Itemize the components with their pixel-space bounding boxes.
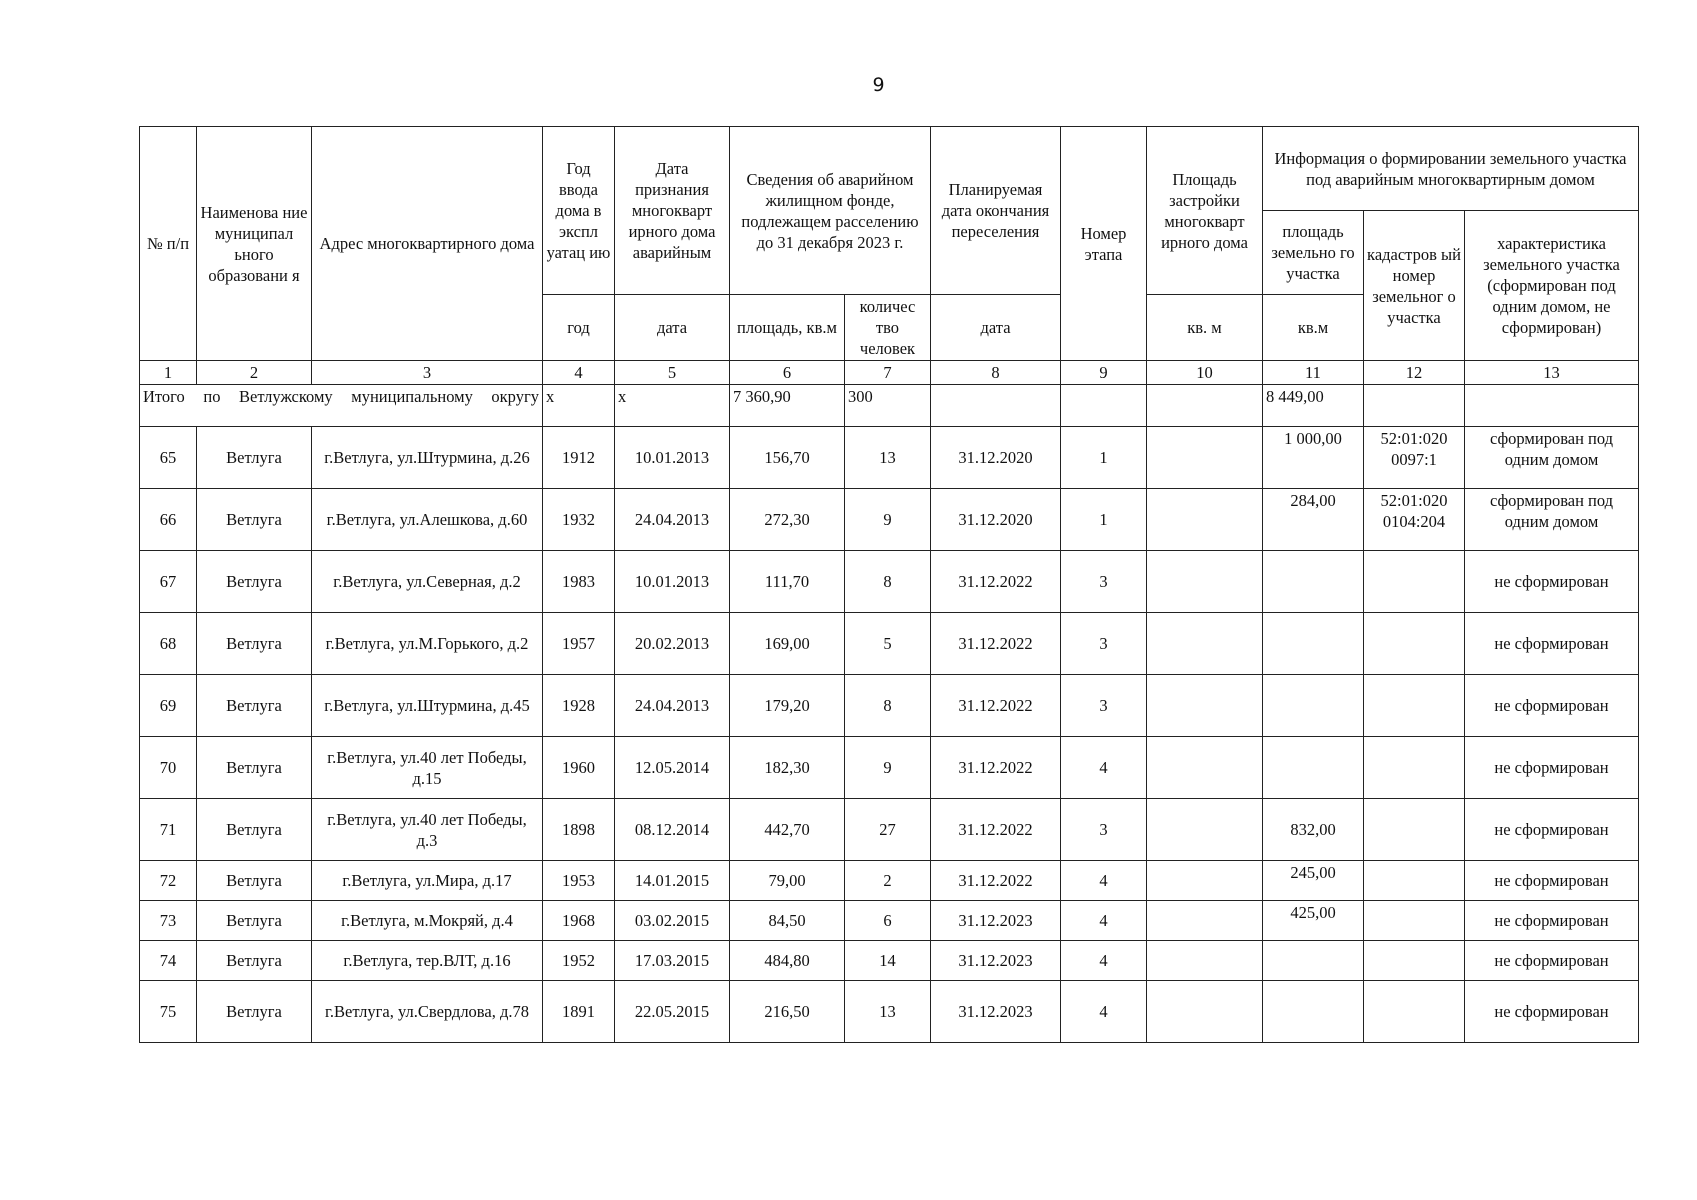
unit-people: количес тво человек bbox=[845, 295, 931, 361]
column-number: 9 bbox=[1061, 361, 1147, 385]
total-char bbox=[1465, 385, 1639, 427]
cell-building-area bbox=[1147, 941, 1263, 981]
total-people: 300 bbox=[845, 385, 931, 427]
cell-stage: 4 bbox=[1061, 941, 1147, 981]
cell-municipality: Ветлуга bbox=[197, 427, 312, 489]
cell-people-count: 27 bbox=[845, 799, 931, 861]
cell-land-characteristic: не сформирован bbox=[1465, 675, 1639, 737]
unit-plan-date: дата bbox=[931, 295, 1061, 361]
column-number: 10 bbox=[1147, 361, 1263, 385]
cell-people-count: 13 bbox=[845, 427, 931, 489]
column-number: 5 bbox=[615, 361, 730, 385]
cell-emergency-date: 12.05.2014 bbox=[615, 737, 730, 799]
cell-building-area bbox=[1147, 737, 1263, 799]
cell-stage: 4 bbox=[1061, 861, 1147, 901]
cell-land-characteristic: не сформирован bbox=[1465, 941, 1639, 981]
cell-row-number: 73 bbox=[140, 901, 197, 941]
cell-planned-date: 31.12.2022 bbox=[931, 861, 1061, 901]
cell-planned-date: 31.12.2020 bbox=[931, 427, 1061, 489]
cell-land-characteristic: не сформирован bbox=[1465, 551, 1639, 613]
total-plan bbox=[931, 385, 1061, 427]
total-build bbox=[1147, 385, 1263, 427]
cell-planned-date: 31.12.2023 bbox=[931, 901, 1061, 941]
cell-address: г.Ветлуга, ул.Свердлова, д.78 bbox=[312, 981, 543, 1043]
cell-people-count: 13 bbox=[845, 981, 931, 1043]
header-stage: Номер этапа bbox=[1061, 127, 1147, 361]
cell-cadastral-number bbox=[1364, 981, 1465, 1043]
cell-building-area bbox=[1147, 675, 1263, 737]
unit-building-area: кв. м bbox=[1147, 295, 1263, 361]
header-building-area: Площадь застройки многокварт ирного дома bbox=[1147, 127, 1263, 295]
cell-year-built: 1960 bbox=[543, 737, 615, 799]
cell-land-area bbox=[1263, 737, 1364, 799]
column-number: 13 bbox=[1465, 361, 1639, 385]
table-row bbox=[140, 799, 1639, 861]
cell-stage: 3 bbox=[1061, 675, 1147, 737]
column-number-row bbox=[140, 361, 1639, 385]
cell-address: г.Ветлуга, ул.Алешкова, д.60 bbox=[312, 489, 543, 551]
cell-building-area bbox=[1147, 489, 1263, 551]
cell-year-built: 1953 bbox=[543, 861, 615, 901]
header-land-info: Информация о формировании земельного участка под аварийным многоквартирным домом bbox=[1263, 127, 1639, 211]
cell-address: г.Ветлуга, ул.Штурмина, д.26 bbox=[312, 427, 543, 489]
total-land-area: 8 449,00 bbox=[1263, 385, 1364, 427]
cell-people-count: 5 bbox=[845, 613, 931, 675]
cell-area: 111,70 bbox=[730, 551, 845, 613]
unit-date: дата bbox=[615, 295, 730, 361]
header-municipality: Наименова ние муниципал ьного образовани я bbox=[197, 127, 312, 361]
cell-address: г.Ветлуга, ул.40 лет Победы, д.3 bbox=[312, 799, 543, 861]
unit-area: площадь, кв.м bbox=[730, 295, 845, 361]
cell-building-area bbox=[1147, 901, 1263, 941]
cell-people-count: 2 bbox=[845, 861, 931, 901]
cell-municipality: Ветлуга bbox=[197, 675, 312, 737]
unit-year: год bbox=[543, 295, 615, 361]
header-emergency-date: Дата признания многокварт ирного дома аварийным bbox=[615, 127, 730, 295]
cell-building-area bbox=[1147, 981, 1263, 1043]
cell-area: 156,70 bbox=[730, 427, 845, 489]
header-land-area: площадь земельно го участка bbox=[1263, 211, 1364, 295]
cell-year-built: 1957 bbox=[543, 613, 615, 675]
cell-address: г.Ветлуга, ул.Мира, д.17 bbox=[312, 861, 543, 901]
cell-emergency-date: 17.03.2015 bbox=[615, 941, 730, 981]
cell-people-count: 8 bbox=[845, 551, 931, 613]
cell-emergency-date: 08.12.2014 bbox=[615, 799, 730, 861]
cell-municipality: Ветлуга bbox=[197, 613, 312, 675]
cell-planned-date: 31.12.2022 bbox=[931, 737, 1061, 799]
column-number: 8 bbox=[931, 361, 1061, 385]
cell-stage: 1 bbox=[1061, 489, 1147, 551]
cell-cadastral-number: 52:01:020 0097:1 bbox=[1364, 427, 1465, 489]
total-stage bbox=[1061, 385, 1147, 427]
header-row-number: № п/п bbox=[140, 127, 197, 361]
total-year: х bbox=[543, 385, 615, 427]
cell-people-count: 8 bbox=[845, 675, 931, 737]
cell-cadastral-number bbox=[1364, 675, 1465, 737]
cell-land-characteristic: не сформирован bbox=[1465, 613, 1639, 675]
cell-land-characteristic: сформирован под одним домом bbox=[1465, 427, 1639, 489]
cell-row-number: 74 bbox=[140, 941, 197, 981]
cell-municipality: Ветлуга bbox=[197, 861, 312, 901]
cell-planned-date: 31.12.2023 bbox=[931, 981, 1061, 1043]
cell-people-count: 9 bbox=[845, 489, 931, 551]
cell-address: г.Ветлуга, ул.Северная, д.2 bbox=[312, 551, 543, 613]
column-number: 6 bbox=[730, 361, 845, 385]
table-row bbox=[140, 861, 1639, 901]
cell-municipality: Ветлуга bbox=[197, 901, 312, 941]
cell-area: 484,80 bbox=[730, 941, 845, 981]
cell-land-area bbox=[1263, 941, 1364, 981]
cell-emergency-date: 03.02.2015 bbox=[615, 901, 730, 941]
total-label: Итого по Ветлужскому муниципальному округу bbox=[140, 385, 543, 427]
table-row bbox=[140, 489, 1639, 551]
cell-land-area bbox=[1263, 981, 1364, 1043]
cell-row-number: 66 bbox=[140, 489, 197, 551]
cell-cadastral-number: 52:01:020 0104:204 bbox=[1364, 489, 1465, 551]
cell-building-area bbox=[1147, 613, 1263, 675]
cell-land-area: 284,00 bbox=[1263, 489, 1364, 551]
cell-land-characteristic: не сформирован bbox=[1465, 799, 1639, 861]
cell-cadastral-number bbox=[1364, 737, 1465, 799]
cell-area: 182,30 bbox=[730, 737, 845, 799]
cell-stage: 3 bbox=[1061, 551, 1147, 613]
cell-land-area: 1 000,00 bbox=[1263, 427, 1364, 489]
cell-address: г.Ветлуга, ул.М.Горького, д.2 bbox=[312, 613, 543, 675]
column-number: 7 bbox=[845, 361, 931, 385]
cell-planned-date: 31.12.2023 bbox=[931, 941, 1061, 981]
cell-municipality: Ветлуга bbox=[197, 799, 312, 861]
cell-area: 84,50 bbox=[730, 901, 845, 941]
table-row bbox=[140, 675, 1639, 737]
header-emergency-fund: Сведения об аварийном жилищном фонде, подлежащем расселению до 31 декабря 2023 г. bbox=[730, 127, 931, 295]
table-row bbox=[140, 901, 1639, 941]
cell-land-characteristic: не сформирован bbox=[1465, 861, 1639, 901]
cell-people-count: 6 bbox=[845, 901, 931, 941]
cell-emergency-date: 14.01.2015 bbox=[615, 861, 730, 901]
cell-address: г.Ветлуга, м.Мокряй, д.4 bbox=[312, 901, 543, 941]
cell-year-built: 1912 bbox=[543, 427, 615, 489]
table-row bbox=[140, 613, 1639, 675]
cell-area: 179,20 bbox=[730, 675, 845, 737]
header-cadastral-number: кадастров ый номер земельног о участка bbox=[1364, 211, 1465, 361]
cell-land-characteristic: не сформирован bbox=[1465, 901, 1639, 941]
cell-municipality: Ветлуга bbox=[197, 551, 312, 613]
cell-building-area bbox=[1147, 799, 1263, 861]
cell-row-number: 67 bbox=[140, 551, 197, 613]
cell-cadastral-number bbox=[1364, 901, 1465, 941]
cell-year-built: 1968 bbox=[543, 901, 615, 941]
cell-land-area: 425,00 bbox=[1263, 901, 1364, 941]
unit-land-area: кв.м bbox=[1263, 295, 1364, 361]
column-number: 3 bbox=[312, 361, 543, 385]
cell-cadastral-number bbox=[1364, 613, 1465, 675]
cell-row-number: 65 bbox=[140, 427, 197, 489]
header-address: Адрес многоквартирного дома bbox=[312, 127, 543, 361]
cell-building-area bbox=[1147, 861, 1263, 901]
header-year-built: Год ввода дома в экспл уатац ию bbox=[543, 127, 615, 295]
cell-row-number: 75 bbox=[140, 981, 197, 1043]
cell-planned-date: 31.12.2022 bbox=[931, 613, 1061, 675]
cell-land-area bbox=[1263, 675, 1364, 737]
cell-address: г.Ветлуга, ул.40 лет Победы, д.15 bbox=[312, 737, 543, 799]
cell-emergency-date: 24.04.2013 bbox=[615, 675, 730, 737]
cell-stage: 3 bbox=[1061, 613, 1147, 675]
cell-year-built: 1952 bbox=[543, 941, 615, 981]
table-row bbox=[140, 427, 1639, 489]
cell-land-characteristic: сформирован под одним домом bbox=[1465, 489, 1639, 551]
total-row bbox=[140, 385, 1639, 427]
cell-emergency-date: 20.02.2013 bbox=[615, 613, 730, 675]
cell-municipality: Ветлуга bbox=[197, 981, 312, 1043]
cell-planned-date: 31.12.2022 bbox=[931, 675, 1061, 737]
cell-cadastral-number bbox=[1364, 861, 1465, 901]
column-number: 11 bbox=[1263, 361, 1364, 385]
cell-municipality: Ветлуга bbox=[197, 489, 312, 551]
cell-address: г.Ветлуга, ул.Штурмина, д.45 bbox=[312, 675, 543, 737]
cell-area: 442,70 bbox=[730, 799, 845, 861]
cell-area: 79,00 bbox=[730, 861, 845, 901]
column-number: 12 bbox=[1364, 361, 1465, 385]
cell-people-count: 14 bbox=[845, 941, 931, 981]
cell-land-area bbox=[1263, 551, 1364, 613]
column-number: 4 bbox=[543, 361, 615, 385]
cell-year-built: 1932 bbox=[543, 489, 615, 551]
cell-municipality: Ветлуга bbox=[197, 941, 312, 981]
cell-land-characteristic: не сформирован bbox=[1465, 737, 1639, 799]
cell-year-built: 1928 bbox=[543, 675, 615, 737]
table-row bbox=[140, 551, 1639, 613]
cell-cadastral-number bbox=[1364, 941, 1465, 981]
cell-emergency-date: 22.05.2015 bbox=[615, 981, 730, 1043]
header-land-characteristic: характеристика земельного участка (сформирован под одним домом, не сформирован) bbox=[1465, 211, 1639, 361]
cell-cadastral-number bbox=[1364, 551, 1465, 613]
cell-area: 216,50 bbox=[730, 981, 845, 1043]
total-area: 7 360,90 bbox=[730, 385, 845, 427]
cell-planned-date: 31.12.2020 bbox=[931, 489, 1061, 551]
cell-land-area bbox=[1263, 613, 1364, 675]
cell-address: г.Ветлуга, тер.ВЛТ, д.16 bbox=[312, 941, 543, 981]
cell-building-area bbox=[1147, 427, 1263, 489]
cell-land-area: 245,00 bbox=[1263, 861, 1364, 901]
table-row bbox=[140, 941, 1639, 981]
cell-row-number: 68 bbox=[140, 613, 197, 675]
total-date: х bbox=[615, 385, 730, 427]
column-number: 2 bbox=[197, 361, 312, 385]
cell-stage: 4 bbox=[1061, 901, 1147, 941]
column-number: 1 bbox=[140, 361, 197, 385]
cell-emergency-date: 10.01.2013 bbox=[615, 427, 730, 489]
cell-year-built: 1983 bbox=[543, 551, 615, 613]
cell-year-built: 1891 bbox=[543, 981, 615, 1043]
cell-year-built: 1898 bbox=[543, 799, 615, 861]
cell-stage: 4 bbox=[1061, 737, 1147, 799]
cell-row-number: 72 bbox=[140, 861, 197, 901]
total-cad bbox=[1364, 385, 1465, 427]
cell-building-area bbox=[1147, 551, 1263, 613]
cell-emergency-date: 10.01.2013 bbox=[615, 551, 730, 613]
cell-cadastral-number bbox=[1364, 799, 1465, 861]
cell-planned-date: 31.12.2022 bbox=[931, 551, 1061, 613]
cell-stage: 3 bbox=[1061, 799, 1147, 861]
cell-municipality: Ветлуга bbox=[197, 737, 312, 799]
cell-planned-date: 31.12.2022 bbox=[931, 799, 1061, 861]
resettlement-table bbox=[139, 126, 1639, 1043]
table-row bbox=[140, 981, 1639, 1043]
cell-people-count: 9 bbox=[845, 737, 931, 799]
page-number: 9 bbox=[872, 74, 885, 96]
cell-stage: 1 bbox=[1061, 427, 1147, 489]
cell-land-area: 832,00 bbox=[1263, 799, 1364, 861]
cell-row-number: 70 bbox=[140, 737, 197, 799]
table-row bbox=[140, 737, 1639, 799]
header-planned-date: Планируемая дата окончания переселения bbox=[931, 127, 1061, 295]
cell-stage: 4 bbox=[1061, 981, 1147, 1043]
cell-area: 169,00 bbox=[730, 613, 845, 675]
cell-row-number: 71 bbox=[140, 799, 197, 861]
cell-row-number: 69 bbox=[140, 675, 197, 737]
cell-emergency-date: 24.04.2013 bbox=[615, 489, 730, 551]
cell-area: 272,30 bbox=[730, 489, 845, 551]
cell-land-characteristic: не сформирован bbox=[1465, 981, 1639, 1043]
